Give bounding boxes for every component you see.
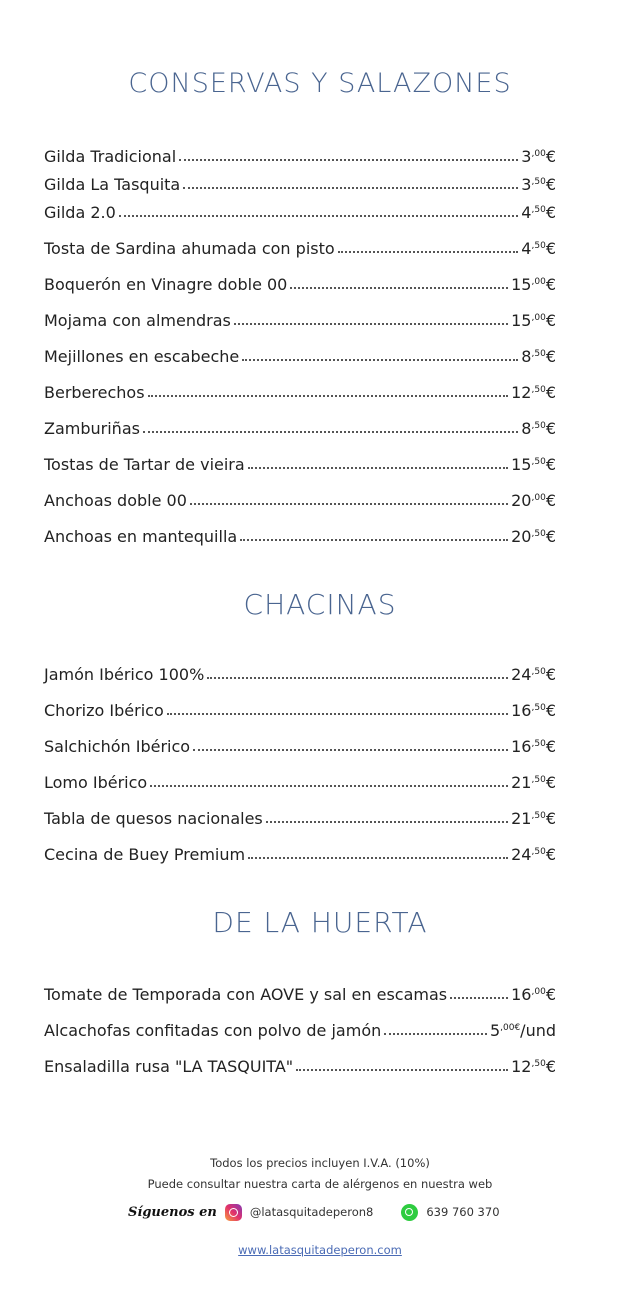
menu-item-price (521, 147, 556, 166)
dot-leader (242, 359, 518, 361)
menu-item (44, 450, 556, 474)
price-main: 15 (511, 275, 532, 294)
price-cents: ,50 (531, 1059, 546, 1069)
price-cents: ,50 (531, 529, 546, 539)
menu-item (44, 414, 556, 438)
menu-item-price (511, 809, 556, 828)
menu-item (44, 342, 556, 366)
website-link[interactable]: www.latasquitadeperon.com (238, 1243, 402, 1257)
price-cents: ,00 (531, 987, 546, 997)
menu-item-price (511, 311, 556, 330)
price-unit: € (545, 527, 556, 546)
price-main: 12 (511, 1057, 532, 1076)
price-cents: ,50 (531, 847, 546, 857)
dot-leader (384, 1033, 487, 1035)
dot-leader (234, 323, 508, 325)
menu-item-price (521, 175, 556, 194)
menu-item-name: Jamón Ibérico 100% (44, 665, 205, 684)
menu-item-price (511, 737, 556, 756)
price-main: 8 (521, 347, 532, 366)
price-unit: € (545, 491, 556, 510)
price-main: 16 (511, 701, 532, 720)
menu-item-price (511, 383, 556, 402)
menu-item (44, 522, 556, 546)
menu-item-name: Cecina de Buey Premium (44, 845, 246, 864)
price-main: 4 (521, 239, 532, 258)
price-cents: ,00 (531, 313, 546, 323)
menu-item-name: Ensaladilla rusa "LA TASQUITA" (44, 1057, 294, 1076)
menu-item-price (511, 1057, 556, 1076)
section-title-huerta: DE LA HUERTA (212, 906, 428, 939)
price-unit: € (545, 809, 556, 828)
menu-item-price (511, 665, 556, 684)
menu-item (44, 660, 556, 684)
price-cents: ,50 (531, 385, 546, 395)
price-unit: € (545, 737, 556, 756)
price-cents: ,00€ (500, 1023, 521, 1033)
price-cents: ,50 (531, 739, 546, 749)
price-main: 20 (511, 491, 532, 510)
menu-item (44, 306, 556, 330)
price-cents: ,50 (531, 205, 546, 215)
price-unit: € (545, 347, 556, 366)
menu-item-name: Zamburiñas (44, 419, 140, 438)
dot-leader (338, 251, 519, 253)
menu-item-name: Berberechos (44, 383, 145, 402)
dot-leader (150, 785, 508, 787)
menu-item (44, 696, 556, 720)
instagram-icon[interactable] (225, 1204, 242, 1221)
iva-note: Todos los precios incluyen I.V.A. (10%) (210, 1156, 430, 1170)
menu-item-price (490, 1021, 556, 1040)
menu-item-price (511, 491, 556, 510)
price-main: 8 (521, 419, 532, 438)
dot-leader (167, 713, 508, 715)
price-cents: ,50 (531, 177, 546, 187)
menu-item-price (511, 275, 556, 294)
price-main: 4 (521, 203, 532, 222)
price-main: 20 (511, 527, 532, 546)
menu-item-price (511, 985, 556, 1004)
price-unit: € (545, 419, 556, 438)
price-unit: € (545, 175, 556, 194)
price-cents: ,50 (531, 667, 546, 677)
menu-item (44, 486, 556, 510)
price-main: 24 (511, 665, 532, 684)
price-main: 3 (521, 175, 532, 194)
menu-item-name: Salchichón Ibérico (44, 737, 191, 756)
menu-item (44, 378, 556, 402)
price-cents: ,50 (531, 457, 546, 467)
dot-leader (193, 749, 508, 751)
price-unit: € (545, 701, 556, 720)
price-cents: ,50 (531, 775, 546, 785)
price-unit: € (545, 239, 556, 258)
price-unit: € (545, 1057, 556, 1076)
menu-item (44, 142, 556, 166)
dot-leader (240, 539, 508, 541)
allergens-note: Puede consultar nuestra carta de alérgenos en nuestra web (147, 1177, 493, 1191)
menu-item-price (521, 203, 556, 222)
price-unit: € (545, 985, 556, 1004)
price-unit: € (545, 665, 556, 684)
instagram-handle[interactable]: @latasquitadeperon8 (249, 1205, 374, 1219)
dot-leader (266, 821, 508, 823)
price-cents: ,00 (531, 149, 546, 159)
price-unit: € (545, 203, 556, 222)
follow-label: Síguenos en (128, 1204, 217, 1220)
price-unit: € (545, 147, 556, 166)
menu-item-name: Mojama con almendras (44, 311, 231, 330)
price-cents: ,00 (531, 493, 546, 503)
menu-item (44, 170, 556, 194)
price-main: 3 (521, 147, 532, 166)
menu-item (44, 1052, 556, 1076)
dot-leader (248, 857, 508, 859)
menu-item (44, 768, 556, 792)
price-main: 21 (511, 773, 532, 792)
menu-item (44, 980, 556, 1004)
menu-item-name: Mejillones en escabeche (44, 347, 240, 366)
menu-item (44, 270, 556, 294)
dot-leader (148, 395, 509, 397)
menu-item-name: Chorizo Ibérico (44, 701, 164, 720)
dot-leader (183, 187, 518, 189)
menu-item-price (521, 239, 556, 258)
menu-item-name: Alcachofas confitadas con polvo de jamón (44, 1021, 382, 1040)
menu-item-price (511, 527, 556, 546)
menu-item-price (511, 845, 556, 864)
menu-item-price (511, 701, 556, 720)
menu-item-name: Tomate de Temporada con AOVE y sal en escamas (44, 985, 448, 1004)
price-main: 21 (511, 809, 532, 828)
price-main: 16 (511, 737, 532, 756)
dot-leader (179, 159, 518, 161)
price-unit: € (545, 455, 556, 474)
price-unit: € (545, 311, 556, 330)
menu-item-name: Anchoas en mantequilla (44, 527, 238, 546)
price-cents: ,50 (531, 811, 546, 821)
menu-item (44, 1016, 556, 1040)
price-cents: ,50 (531, 241, 546, 251)
dot-leader (143, 431, 518, 433)
section-title-chacinas: CHACINAS (243, 588, 397, 621)
dot-leader (290, 287, 508, 289)
price-main: 12 (511, 383, 532, 402)
dot-leader (190, 503, 508, 505)
dot-leader (450, 997, 508, 999)
menu-item-name: Tosta de Sardina ahumada con pisto (44, 239, 335, 258)
whatsapp-icon[interactable] (401, 1204, 418, 1221)
price-cents: ,50 (531, 349, 546, 359)
social-row (128, 1198, 528, 1226)
dot-leader (119, 215, 519, 217)
menu-item (44, 804, 556, 828)
menu-item-price (511, 455, 556, 474)
section-title-conservas: CONSERVAS Y SALAZONES (128, 68, 512, 99)
price-main: 5 (489, 1021, 501, 1040)
menu-item-price (521, 347, 556, 366)
menu-item (44, 732, 556, 756)
menu-item-price (521, 419, 556, 438)
menu-item (44, 198, 556, 222)
menu-item-name: Gilda 2.0 (44, 203, 116, 222)
price-cents: ,00 (531, 277, 546, 287)
price-main: 15 (511, 455, 532, 474)
price-unit: € (545, 773, 556, 792)
dot-leader (248, 467, 508, 469)
price-unit: € (545, 845, 556, 864)
price-main: 15 (511, 311, 532, 330)
menu-item-name: Anchoas doble 00 (44, 491, 187, 510)
menu-item (44, 234, 556, 258)
price-unit: /und (520, 1021, 556, 1040)
menu-item-name: Tostas de Tartar de vieira (44, 455, 245, 474)
price-main: 16 (511, 985, 532, 1004)
menu-item-name: Tabla de quesos nacionales (44, 809, 263, 828)
menu-item-name: Lomo Ibérico (44, 773, 148, 792)
price-unit: € (545, 383, 556, 402)
dot-leader (207, 677, 508, 679)
price-cents: ,50 (531, 421, 546, 431)
dot-leader (296, 1069, 508, 1071)
menu-item (44, 840, 556, 864)
phone-number[interactable]: 639 760 370 (426, 1205, 500, 1219)
price-cents: ,50 (531, 703, 546, 713)
price-unit: € (545, 275, 556, 294)
menu-item-name: Gilda Tradicional (44, 147, 177, 166)
price-main: 24 (511, 845, 532, 864)
menu-item-price (511, 773, 556, 792)
menu-item-name: Boquerón en Vinagre doble 00 (44, 275, 288, 294)
menu-item-name: Gilda La Tasquita (44, 175, 181, 194)
